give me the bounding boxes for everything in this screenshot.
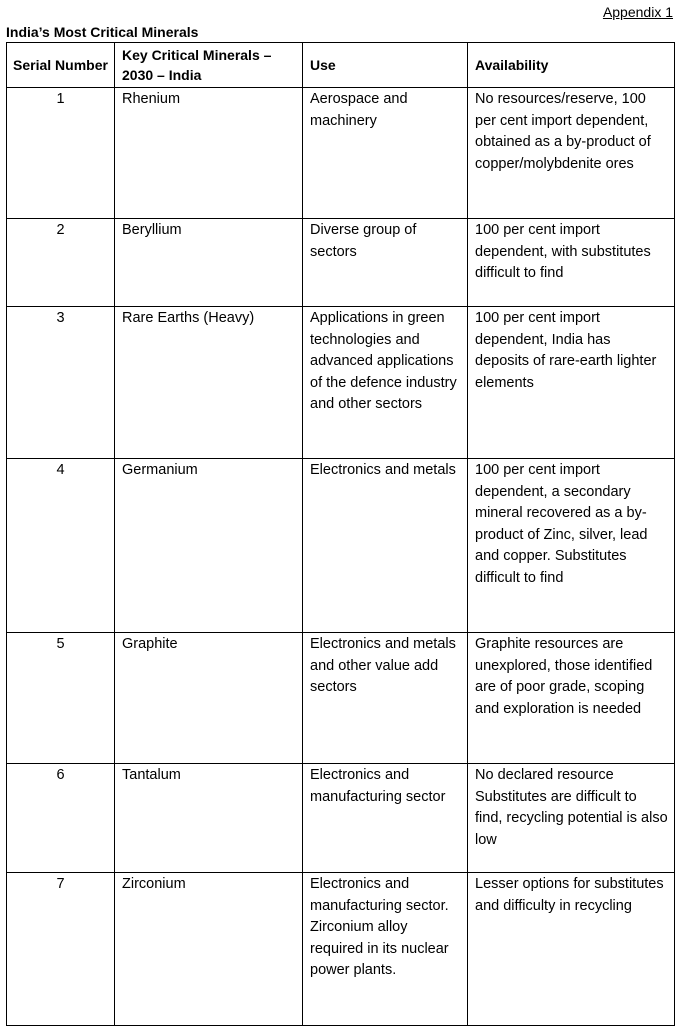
appendix-label: Appendix 1 [602,4,673,20]
cell-mineral: Tantalum [115,764,303,873]
cell-mineral: Zirconium [115,873,303,1026]
header-serial-number: Serial Number [7,43,115,88]
table-row [7,633,675,764]
cell-serial: 2 [7,219,115,307]
cell-use: Electronics and metals and other value add sectors [303,633,468,764]
header-use: Use [303,43,468,88]
cell-serial: 7 [7,873,115,1026]
cell-availability: 100 per cent import dependent, a secondary mineral recovered as a by-product of Zinc, silver, lead and copper. Substitutes difficult to find [468,459,675,633]
table-header-row [7,43,675,88]
cell-serial: 6 [7,764,115,873]
cell-mineral: Graphite [115,633,303,764]
header-key-critical-minerals: Key Critical Minerals – 2030 – India [115,43,303,88]
table-row [7,307,675,459]
cell-availability: No resources/reserve, 100 per cent import dependent, obtained as a by-product of copper/molybdenite ores [468,88,675,219]
document-title: India’s Most Critical Minerals [6,24,199,40]
cell-serial: 4 [7,459,115,633]
cell-availability: 100 per cent import dependent, with substitutes difficult to find [468,219,675,307]
cell-availability: Graphite resources are unexplored, those identified are of poor grade, scoping and exploration is needed [468,633,675,764]
cell-availability: Lesser options for substitutes and difficulty in recycling [468,873,675,1026]
cell-mineral: Rhenium [115,88,303,219]
cell-availability: No declared resource Substitutes are difficult to find, recycling potential is also low [468,764,675,873]
cell-use: Electronics and metals [303,459,468,633]
cell-use: Electronics and manufacturing sector. Zirconium alloy required in its nuclear power plants. [303,873,468,1026]
header-availability: Availability [468,43,675,88]
table-row [7,459,675,633]
cell-use: Electronics and manufacturing sector [303,764,468,873]
table-row [7,764,675,873]
cell-mineral: Germanium [115,459,303,633]
cell-use: Applications in green technologies and advanced applications of the defence industry and other sectors [303,307,468,459]
cell-mineral: Rare Earths (Heavy) [115,307,303,459]
table-row [7,873,675,1026]
cell-use: Diverse group of sectors [303,219,468,307]
cell-serial: 3 [7,307,115,459]
table-row [7,88,675,219]
critical-minerals-table [6,42,675,1026]
cell-serial: 5 [7,633,115,764]
cell-mineral: Beryllium [115,219,303,307]
cell-use: Aerospace and machinery [303,88,468,219]
table-row [7,219,675,307]
cell-availability: 100 per cent import dependent, India has deposits of rare-earth lighter elements [468,307,675,459]
cell-serial: 1 [7,88,115,219]
